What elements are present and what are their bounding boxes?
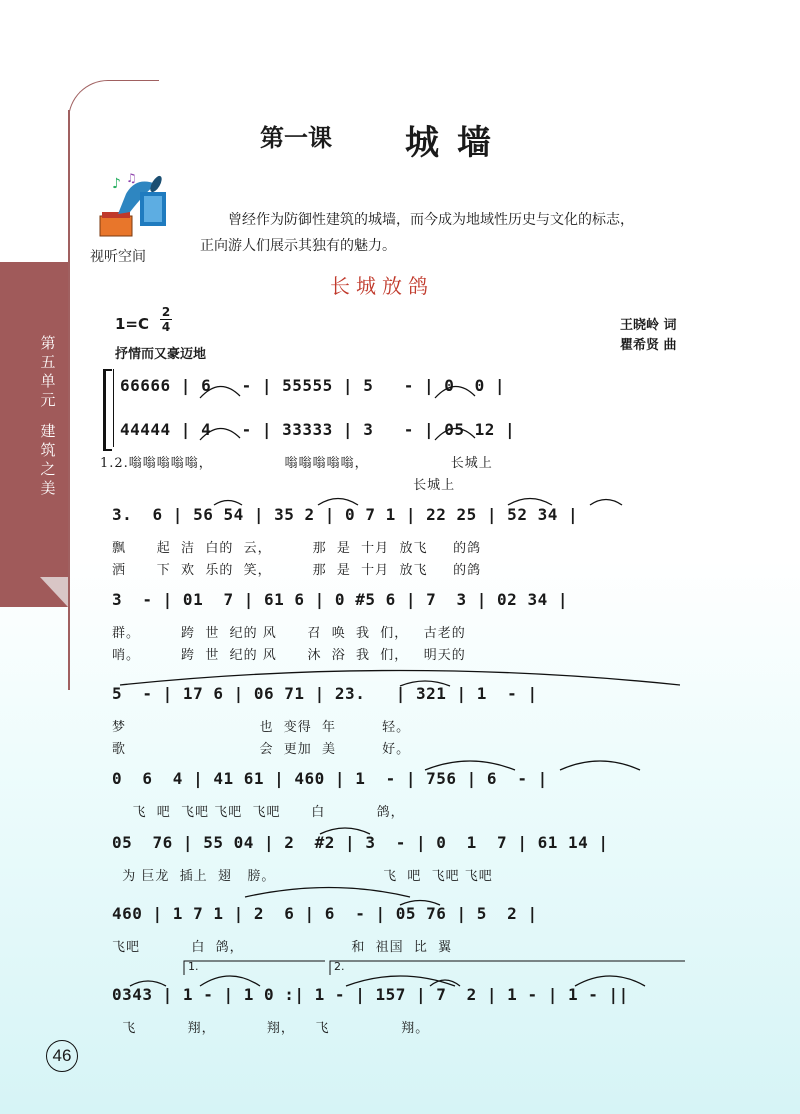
score-row-notes: 3. 6 | 56 54 | 35 2 | 0 7 1 | 22 25 | 52 34 | [112,505,579,524]
lyric-line: 1.2.嗡嗡嗡嗡嗡， 嗡嗡嗡嗡嗡， 长城上 [100,456,493,471]
volta-bracket [330,961,685,975]
slur [590,500,622,506]
volta-bracket [184,961,325,975]
key-signature: 1=C [115,315,150,333]
section-label: 视听空间 [90,249,146,265]
page-frame-line [68,110,70,690]
lyric-line: 飞 吧 飞吧 飞吧 飞吧 白 鸽， [112,805,405,820]
svg-text:♪: ♪ [112,176,121,192]
tab-fold-corner [40,577,68,607]
intro-line: 正向游人们展示其独有的魅力。 [200,238,396,254]
intro-line: 曾经作为防御性建筑的城墙，而今成为地域性历史与文化的标志， [228,212,634,228]
score-row-notes: 5 - | 17 6 | 06 71 | 23. | 321 | 1 - | [112,684,538,703]
lyric-line: 哨。 跨 世 纪的 风 沐 浴 我 们， 明天的 [112,648,466,663]
gramophone-icon [96,172,176,242]
staff-brace-line [113,369,114,447]
tempo-marking: 抒情而又豪迈地 [115,347,207,362]
lyric-line: 飞吧 白 鸽， 和 祖国 比 翼 [112,940,453,955]
lyric-line: 长城上 [100,478,456,493]
score-row-notes: 460 | 1 7 1 | 2 6 | 6 - | 05 76 | 5 2 | [112,904,538,923]
page-number: 46 [46,1040,78,1072]
volta-first: 1. [188,960,199,973]
lyric-line: 梦 也 变得 年 轻。 [112,720,411,735]
time-signature [160,306,172,333]
lyric-line: 为 巨龙 插上 翅 膀。 飞 吧 飞吧 飞吧 [112,869,493,884]
score-row-notes: 0 6 4 | 41 61 | 460 | 1 - | 756 | 6 - | [112,769,548,788]
slur [245,888,410,898]
score-row-notes: 3 - | 01 7 | 61 6 | 0 #5 6 | 7 3 | 02 34 | [112,590,568,609]
score-row-notes: 05 76 | 55 04 | 2 #2 | 3 - | 0 1 7 | 61 14 | [112,833,609,852]
song-title: 长城放鸽 [330,274,434,298]
lyric-line: 洒 下 欢 乐的 笑， 那 是 十月 放飞 的鸽 [112,563,482,578]
meter-bottom: 4 [161,320,171,334]
unit-side-tab [0,262,68,607]
intro-paragraph [200,207,700,259]
lyric-line: 歌 会 更加 美 好。 [112,742,411,757]
unit-theme: 建筑之美 [40,422,56,497]
lyric-line: 飘 起 洁 白的 云， 那 是 十月 放飞 的鸽 [112,541,482,556]
lyricist: 王晓岭 词 [620,318,677,333]
composer: 瞿希贤 曲 [620,338,677,353]
unit-label: 第五单元 [40,334,56,409]
lesson-label: 第一课 [260,123,332,152]
score-row-notes: 44444 | 4 - | 33333 | 3 - | 05 12 | [120,420,516,439]
slur [560,761,640,770]
page-frame-arc [68,80,159,141]
lesson-title: 城墙 [405,123,509,163]
song-credits [620,316,677,356]
score-row-notes: 66666 | 6 - | 55555 | 5 - | 0 0 | [120,376,506,395]
lyric-line: 群。 跨 世 纪的 风 召 唤 我 们， 古老的 [112,626,466,641]
slur [120,671,680,686]
score-row-notes: 0343 | 1 - | 1 0 :| 1 - | 157 | 7 2 | 1 - | 1 - || [112,985,629,1004]
meter-top: 2 [161,305,171,319]
staff-brace [103,369,112,451]
volta-second: 2. [334,960,345,973]
lyric-line: 飞 翔， 翔， 飞 翔。 [112,1021,430,1036]
svg-text:♫: ♫ [126,172,137,185]
